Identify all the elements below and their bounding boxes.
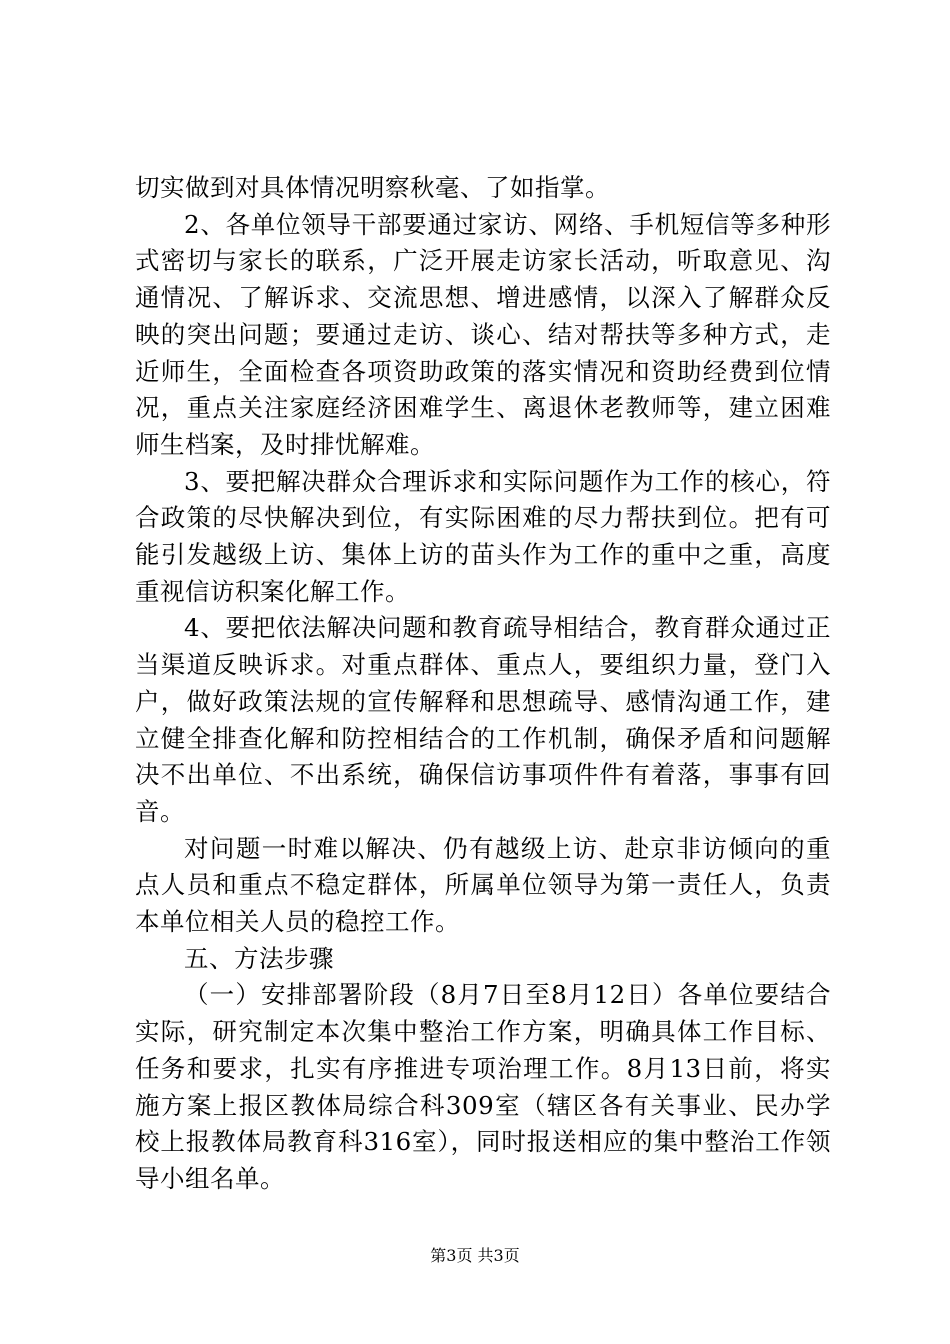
paragraph-responsibility: 对问题一时难以解决、仍有越级上访、赴京非访倾向的重点人员和重点不稳定群体，所属单位领导为第一责任人，负责本单位相关人员的稳控工作。 — [135, 833, 831, 937]
paragraph-continuation: 切实做到对具体情况明察秋毫、了如指掌。 — [135, 173, 610, 202]
paragraph-phase-one: （一）安排部署阶段（8月7日至8月12日）各单位要结合实际，研究制定本次集中整治工作方案，明确具体工作目标、任务和要求，扎实有序推进专项治理工作。8月13日前，将实施方案上报区教体局综合科309室（辖区各有关事业、民办学校上报教体局教育科316室），同时报送相应的集中整治工作领导小组名单。 — [135, 980, 831, 1193]
paragraph-item-2: 2、各单位领导干部要通过家访、网络、手机短信等多种形式密切与家长的联系，广泛开展走访家长活动，听取意见、沟通情况、了解诉求、交流思想、增进感情，以深入了解群众反映的突出问题；要通过走访、谈心、结对帮扶等多种方式，走近师生，全面检查各项资助政策的落实情况和资助经费到位情况，重点关注家庭经济困难学生、离退休老教师等，建立困难师生档案，及时排忧解难。 — [135, 209, 831, 459]
paragraph-item-3: 3、要把解决群众合理诉求和实际问题作为工作的核心，符合政策的尽快解决到位，有实际困难的尽力帮扶到位。把有可能引发越级上访、集体上访的苗头作为工作的重中之重，高度重视信访积案化解工作。 — [135, 466, 831, 606]
document-body — [135, 170, 831, 1198]
section-heading-methods: 五、方法步骤 — [184, 943, 334, 973]
page-footer: 第3页 共3页 — [430, 1246, 520, 1265]
paragraph-item-4: 4、要把依法解决问题和教育疏导相结合，教育群众通过正当渠道反映诉求。对重点群体、重点人，要组织力量，登门入户，做好政策法规的宣传解释和思想疏导、感情沟通工作，建立健全排查化解和防控相结合的工作机制，确保矛盾和问题解决不出单位、不出系统，确保信访事项件件有着落，事事有回音。 — [135, 613, 831, 826]
